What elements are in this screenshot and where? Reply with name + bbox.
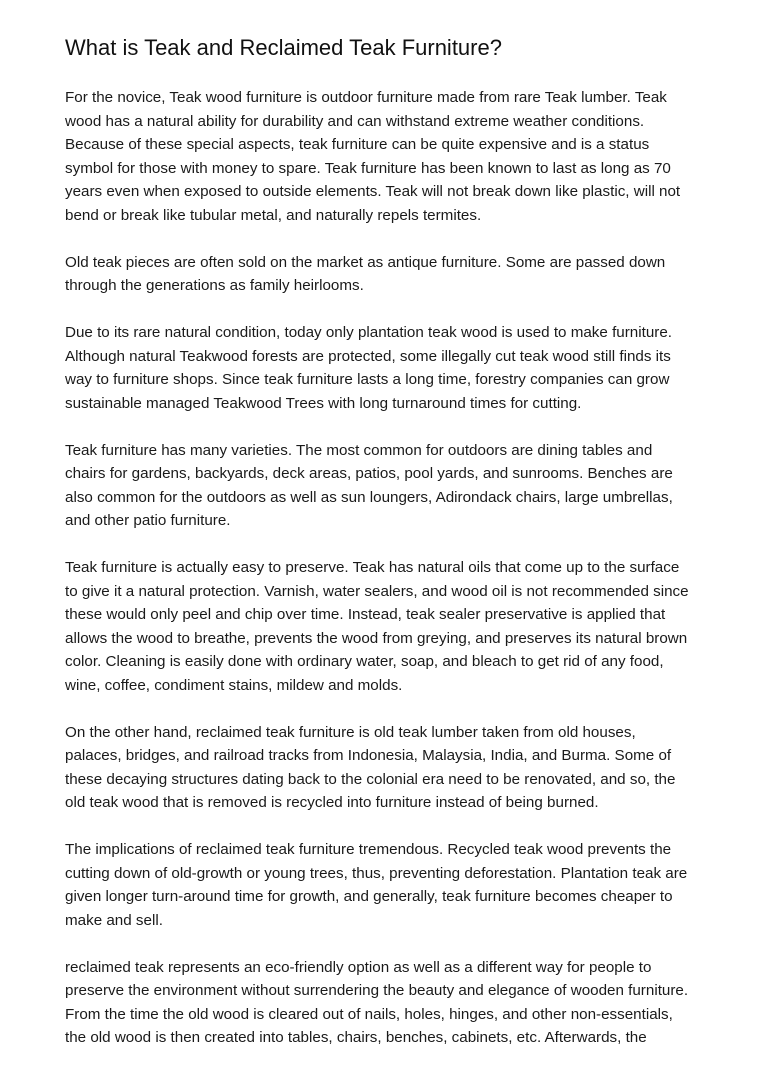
- paragraph-1: [65, 86, 715, 227]
- text-line: these decaying structures dating back to the colonial era need to be renovated, and so, the: [65, 770, 676, 788]
- text-line: and other patio furniture.: [65, 512, 231, 529]
- text-line: symbol for those with money to spare. Teak furniture has been known to last as long as 70: [65, 159, 671, 177]
- text-line: Although natural Teakwood forests are protected, some illegally cut teak wood still finds its: [65, 347, 671, 365]
- paragraph-3: [65, 321, 715, 415]
- text-line: old teak wood that is removed is recycled into furniture instead of being burned.: [65, 794, 599, 811]
- text-line: wood has a natural ability for durability and can withstand extreme weather conditions.: [65, 112, 645, 130]
- paragraph-8: [65, 956, 715, 1050]
- text-line: given longer turn-around time for growth, and generally, teak furniture becomes cheaper to: [65, 888, 673, 905]
- text-line: these would only peel and chip over time. Instead, teak sealer preservative is applied that: [65, 606, 666, 623]
- text-line: Teak furniture is actually easy to preserve. Teak has natural oils that come up to the surface: [65, 559, 680, 576]
- text-line: color. Cleaning is easily done with ordinary water, soap, and bleach to get rid of any food,: [65, 653, 664, 670]
- text-line: palaces, bridges, and railroad tracks from Indonesia, Malaysia, India, and Burma. Some of: [65, 747, 672, 764]
- text-line: years even when exposed to outside elements. Teak will not break down like plastic, will not: [65, 183, 681, 200]
- text-line: chairs for gardens, backyards, deck areas, patios, pool yards, and sunrooms. Benches are: [65, 465, 673, 482]
- paragraph-2: [65, 251, 715, 298]
- text-line: also common for the outdoors as well as sun loungers, Adirondack chairs, large umbrellas,: [65, 488, 673, 506]
- text-line: the old wood is then created into tables, chairs, benches, cabinets, etc. Afterwards, the: [65, 1029, 647, 1046]
- paragraph-6: [65, 721, 715, 815]
- paragraph-7: [65, 838, 715, 932]
- text-line: make and sell.: [65, 911, 163, 929]
- text-line: Because of these special aspects, teak furniture can be quite expensive and is a status: [65, 136, 650, 153]
- text-line: to give it a natural protection. Varnish, water sealers, and wood oil is not recommended since: [65, 582, 689, 600]
- text-line: Teak furniture has many varieties. The most common for outdoors are dining tables and: [65, 441, 653, 459]
- text-line: allows the wood to breathe, prevents the wood from greying, and preserves its natural brown: [65, 629, 688, 647]
- text-line: sustainable managed Teakwood Trees with long turnaround times for cutting.: [65, 394, 582, 412]
- paragraph-4: [65, 439, 715, 533]
- text-line: wine, coffee, condiment stains, mildew and molds.: [65, 676, 403, 694]
- text-line: For the novice, Teak wood furniture is outdoor furniture made from rare Teak lumber. Teak: [65, 89, 667, 106]
- text-line: From the time the old wood is cleared out of nails, holes, hinges, and other non-essentials,: [65, 1005, 673, 1023]
- text-line: On the other hand, reclaimed teak furniture is old teak lumber taken from old houses,: [65, 723, 636, 741]
- text-line: through the generations as family heirlooms.: [65, 277, 364, 294]
- text-line: Old teak pieces are often sold on the market as antique furniture. Some are passed down: [65, 253, 666, 271]
- text-line: cutting down of old-growth or young trees, thus, preventing deforestation. Plantation teak are: [65, 864, 688, 882]
- text-line: way to furniture shops. Since teak furniture lasts a long time, forestry companies can grow: [65, 371, 670, 388]
- text-line: Due to its rare natural condition, today only plantation teak wood is used to make furniture.: [65, 324, 673, 341]
- text-line: bend or break like tubular metal, and naturally repels termites.: [65, 206, 482, 224]
- text-line: reclaimed teak represents an eco-friendly option as well as a different way for people to: [65, 958, 652, 976]
- text-line: preserve the environment without surrendering the beauty and elegance of wooden furniture.: [65, 982, 689, 999]
- paragraph-5: [65, 556, 715, 697]
- page-title: What is Teak and Reclaimed Teak Furniture?: [65, 35, 502, 60]
- article-body: [65, 86, 715, 1073]
- text-line: The implications of reclaimed teak furniture tremendous. Recycled teak wood prevents the: [65, 841, 672, 858]
